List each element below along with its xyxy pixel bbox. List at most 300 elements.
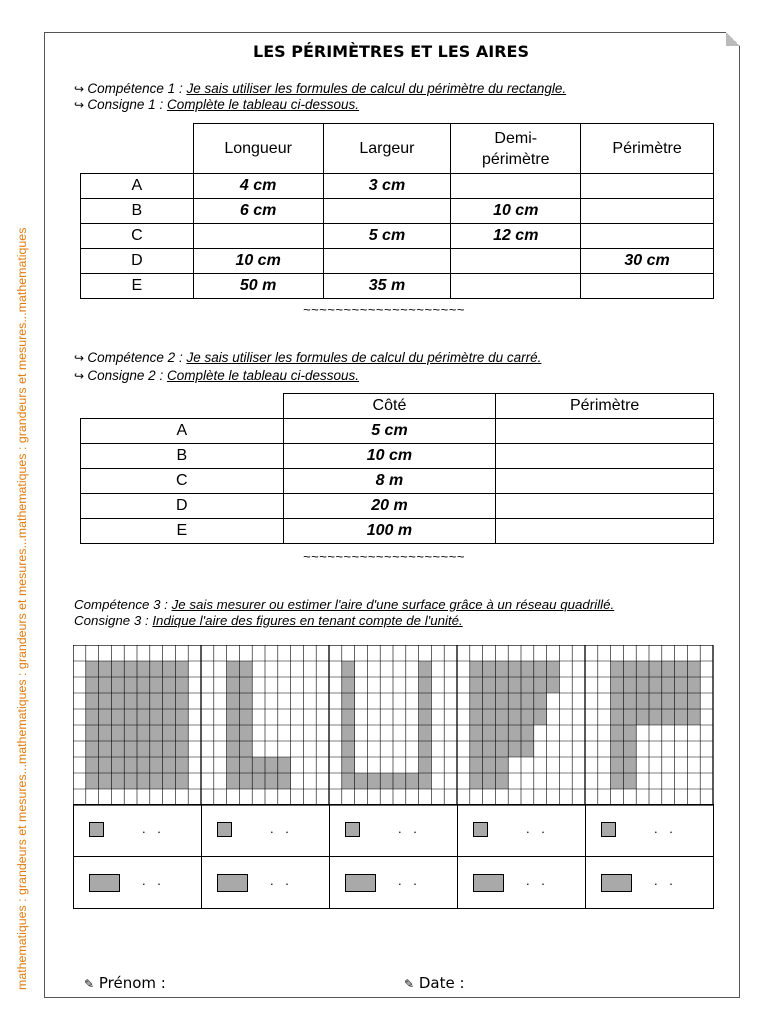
- grid-shaded-cell: [86, 741, 99, 757]
- consigne-2-text: Complète le tableau ci-dessous.: [166, 368, 360, 383]
- column-header: Périmètre: [496, 394, 714, 419]
- grid-shaded-cell: [419, 725, 432, 741]
- grid-shaded-cell: [252, 773, 265, 789]
- table-cell: 3 cm: [323, 174, 451, 199]
- grid-shaded-cell: [521, 725, 534, 741]
- answer-cell[interactable]: [329, 804, 457, 856]
- grid-shaded-cell: [521, 677, 534, 693]
- grid-shaded-cell: [649, 661, 662, 677]
- grid-shaded-cell: [521, 693, 534, 709]
- grid-shaded-cell: [239, 677, 252, 693]
- grid-shaded-cell: [111, 661, 124, 677]
- table-cell: 30 cm: [581, 249, 714, 274]
- grid-shaded-cell: [278, 757, 291, 773]
- grid-shaded-cell: [342, 725, 355, 741]
- rectangle-table: [80, 123, 714, 299]
- answer-dots: . .: [526, 873, 549, 888]
- grid-shaded-cell: [227, 661, 240, 677]
- answer-cell[interactable]: [73, 804, 201, 856]
- competence-3-label: Compétence 3 :: [74, 597, 172, 612]
- table-cell[interactable]: [581, 199, 714, 224]
- grid-shaded-cell: [175, 725, 188, 741]
- grid-shaded-cell: [111, 709, 124, 725]
- table-cell[interactable]: [496, 469, 714, 494]
- grid-shaded-cell: [470, 693, 483, 709]
- grid-shaded-cell: [470, 773, 483, 789]
- unit-rectangle-icon: [473, 874, 504, 892]
- squared-grid: [73, 645, 714, 806]
- grid-shaded-cell: [623, 725, 636, 741]
- grid-shaded-cell: [521, 741, 534, 757]
- arrow-icon: ↪: [74, 98, 88, 112]
- grid-shaded-cell: [687, 709, 700, 725]
- grid-shaded-cell: [175, 709, 188, 725]
- date-label: Date :: [418, 974, 465, 992]
- grid-shaded-cell: [99, 677, 112, 693]
- grid-shaded-cell: [175, 677, 188, 693]
- answer-cell[interactable]: [457, 804, 585, 856]
- grid-shaded-cell: [611, 693, 624, 709]
- grid-shaded-cell: [342, 757, 355, 773]
- grid-shaded-cell: [227, 757, 240, 773]
- table-row: [81, 224, 714, 249]
- grid-shaded-cell: [611, 757, 624, 773]
- answer-cell[interactable]: [201, 856, 329, 908]
- consigne-1-text: Complète le tableau ci-dessous.: [166, 97, 360, 112]
- grid-shaded-cell: [239, 773, 252, 789]
- grid-shaded-cell: [163, 677, 176, 693]
- table-cell: 10 cm: [193, 249, 323, 274]
- table-row: [81, 494, 714, 519]
- row-label: E: [81, 519, 284, 544]
- table-row: [81, 469, 714, 494]
- grid-shaded-cell: [239, 709, 252, 725]
- grid-shaded-cell: [495, 709, 508, 725]
- grid-shaded-cell: [227, 693, 240, 709]
- grid-shaded-cell: [419, 741, 432, 757]
- grid-shaded-cell: [419, 693, 432, 709]
- grid-shaded-cell: [163, 709, 176, 725]
- grid-shaded-cell: [611, 741, 624, 757]
- page-title: LES PÉRIMÈTRES ET LES AIRES: [253, 42, 529, 61]
- table-cell[interactable]: [581, 224, 714, 249]
- grid-shaded-cell: [649, 677, 662, 693]
- grid-shaded-cell: [419, 757, 432, 773]
- table-cell: 50 m: [193, 274, 323, 299]
- grid-shaded-cell: [239, 725, 252, 741]
- table-cell[interactable]: [581, 174, 714, 199]
- grid-shaded-cell: [227, 709, 240, 725]
- grid-shaded-cell: [124, 757, 137, 773]
- grid-shaded-cell: [252, 757, 265, 773]
- answer-dots: . .: [142, 873, 165, 888]
- answer-dots: . .: [654, 821, 677, 836]
- grid-shaded-cell: [508, 677, 521, 693]
- table-cell[interactable]: [496, 444, 714, 469]
- grid-shaded-cell: [508, 741, 521, 757]
- grid-shaded-cell: [111, 773, 124, 789]
- grid-shaded-cell: [636, 693, 649, 709]
- answer-dots: . .: [398, 873, 421, 888]
- grid-shaded-cell: [124, 709, 137, 725]
- grid-shaded-cell: [265, 773, 278, 789]
- grid-shaded-cell: [636, 661, 649, 677]
- answer-cell[interactable]: [457, 856, 585, 908]
- grid-shaded-cell: [163, 741, 176, 757]
- competence-2: [74, 350, 541, 365]
- grid-shaded-cell: [342, 741, 355, 757]
- grid-shaded-cell: [470, 741, 483, 757]
- grid-shaded-cell: [111, 741, 124, 757]
- grid-shaded-cell: [99, 661, 112, 677]
- grid-shaded-cell: [99, 741, 112, 757]
- answer-cell[interactable]: [201, 804, 329, 856]
- table-cell: 10 cm: [451, 199, 581, 224]
- grid-shaded-cell: [137, 741, 150, 757]
- column-header: Largeur: [323, 124, 451, 174]
- grid-shaded-cell: [342, 677, 355, 693]
- grid-shaded-cell: [99, 693, 112, 709]
- grid-shaded-cell: [636, 677, 649, 693]
- grid-shaded-cell: [662, 677, 675, 693]
- grid-shaded-cell: [111, 757, 124, 773]
- row-label: D: [81, 249, 194, 274]
- consigne-3-label: Consigne 3 :: [74, 613, 153, 628]
- grid-shaded-cell: [342, 709, 355, 725]
- grid-shaded-cell: [99, 725, 112, 741]
- answer-cell[interactable]: [329, 856, 457, 908]
- answer-dots: . .: [270, 873, 293, 888]
- grid-shaded-cell: [86, 757, 99, 773]
- column-header: Demi- périmètre: [451, 124, 581, 174]
- table-cell[interactable]: [581, 274, 714, 299]
- grid-shaded-cell: [86, 725, 99, 741]
- grid-shaded-cell: [99, 757, 112, 773]
- grid-shaded-cell: [623, 757, 636, 773]
- grid-shaded-cell: [649, 693, 662, 709]
- grid-shaded-cell: [150, 693, 163, 709]
- table-cell: 35 m: [323, 274, 451, 299]
- column-header: Périmètre: [581, 124, 714, 174]
- grid-shaded-cell: [687, 677, 700, 693]
- grid-shaded-cell: [419, 709, 432, 725]
- grid-shaded-cell: [137, 709, 150, 725]
- table-cell: 20 m: [283, 494, 496, 519]
- table-cell: 12 cm: [451, 224, 581, 249]
- table-cell: 5 cm: [283, 419, 496, 444]
- grid-shaded-cell: [623, 741, 636, 757]
- table-cell: 10 cm: [283, 444, 496, 469]
- consigne-1: [74, 97, 359, 112]
- grid-shaded-cell: [470, 757, 483, 773]
- grid-shaded-cell: [175, 693, 188, 709]
- grid-shaded-cell: [623, 677, 636, 693]
- grid-shaded-cell: [111, 677, 124, 693]
- grid-shaded-cell: [227, 741, 240, 757]
- arrow-icon: ↪: [74, 351, 88, 365]
- grid-shaded-cell: [495, 677, 508, 693]
- grid-shaded-cell: [495, 661, 508, 677]
- answer-dots: . .: [526, 821, 549, 836]
- grid-shaded-cell: [239, 757, 252, 773]
- unit-square-icon: [89, 822, 104, 837]
- row-label: E: [81, 274, 194, 299]
- grid-shaded-cell: [124, 773, 137, 789]
- answer-border: [713, 804, 714, 908]
- grid-shaded-cell: [86, 773, 99, 789]
- competence-2-text: Je sais utiliser les formules de calcul du périmètre du carré.: [186, 350, 542, 365]
- grid-shaded-cell: [483, 677, 496, 693]
- answer-dots: . .: [398, 821, 421, 836]
- table-row: [81, 519, 714, 544]
- table-cell[interactable]: [451, 274, 581, 299]
- grid-shaded-cell: [521, 709, 534, 725]
- header-empty: [81, 124, 194, 174]
- grid-shaded-cell: [150, 757, 163, 773]
- unit-rectangle-icon: [89, 874, 120, 892]
- row-label: C: [81, 469, 284, 494]
- grid-shaded-cell: [483, 773, 496, 789]
- grid-shaded-cell: [99, 709, 112, 725]
- grid-shaded-cell: [150, 773, 163, 789]
- grid-shaded-cell: [227, 677, 240, 693]
- grid-shaded-cell: [419, 661, 432, 677]
- table-cell: 100 m: [283, 519, 496, 544]
- answer-cell[interactable]: [73, 856, 201, 908]
- grid-shaded-cell: [521, 661, 534, 677]
- grid-shaded-cell: [636, 709, 649, 725]
- grid-shaded-cell: [611, 773, 624, 789]
- header-empty: [81, 394, 284, 419]
- grid-shaded-cell: [675, 709, 688, 725]
- answer-cell[interactable]: [585, 804, 713, 856]
- grid-shaded-cell: [124, 741, 137, 757]
- grid-shaded-cell: [495, 741, 508, 757]
- answer-cell[interactable]: [585, 856, 713, 908]
- answer-dots: . .: [654, 873, 677, 888]
- table-row: [81, 199, 714, 224]
- date-field[interactable]: [404, 974, 465, 992]
- grid-shaded-cell: [534, 693, 547, 709]
- grid-shaded-cell: [483, 661, 496, 677]
- competence-3: [74, 597, 614, 612]
- grid-shaded-cell: [687, 693, 700, 709]
- grid-shaded-cell: [611, 725, 624, 741]
- grid-shaded-cell: [111, 693, 124, 709]
- grid-shaded-cell: [163, 757, 176, 773]
- grid-shaded-cell: [470, 661, 483, 677]
- grid-shaded-cell: [534, 709, 547, 725]
- grid-shaded-cell: [227, 725, 240, 741]
- grid-shaded-cell: [687, 661, 700, 677]
- grid-shaded-cell: [163, 661, 176, 677]
- grid-shaded-cell: [406, 773, 419, 789]
- grid-shaded-cell: [150, 677, 163, 693]
- grid-shaded-cell: [495, 725, 508, 741]
- table-cell[interactable]: [193, 224, 323, 249]
- table-row: [81, 274, 714, 299]
- table-row: [81, 444, 714, 469]
- grid-shaded-cell: [419, 773, 432, 789]
- competence-2-label: Compétence 2 :: [87, 350, 187, 365]
- separator-1: ~~~~~~~~~~~~~~~~~~~~: [303, 302, 465, 317]
- unit-rectangle-icon: [345, 874, 376, 892]
- row-label: B: [81, 444, 284, 469]
- answer-dots: . .: [270, 821, 293, 836]
- grid-shaded-cell: [137, 725, 150, 741]
- grid-shaded-cell: [483, 741, 496, 757]
- grid-shaded-cell: [495, 773, 508, 789]
- answer-border: [73, 908, 714, 909]
- pin-icon: ✎: [84, 977, 95, 991]
- grid-shaded-cell: [419, 677, 432, 693]
- grid-shaded-cell: [137, 677, 150, 693]
- grid-shaded-cell: [662, 661, 675, 677]
- table-cell: 4 cm: [193, 174, 323, 199]
- row-label: D: [81, 494, 284, 519]
- table-cell[interactable]: [451, 249, 581, 274]
- row-label: A: [81, 419, 284, 444]
- grid-shaded-cell: [239, 741, 252, 757]
- grid-shaded-cell: [342, 693, 355, 709]
- grid-shaded-cell: [150, 709, 163, 725]
- column-header: Longueur: [193, 124, 323, 174]
- table-row: [81, 174, 714, 199]
- grid-shaded-cell: [239, 661, 252, 677]
- grid-shaded-cell: [470, 709, 483, 725]
- grid-shaded-cell: [175, 741, 188, 757]
- grid-shaded-cell: [483, 725, 496, 741]
- grid-shaded-cell: [483, 709, 496, 725]
- column-header: Côté: [283, 394, 496, 419]
- prenom-field[interactable]: [84, 974, 166, 992]
- unit-square-icon: [473, 822, 488, 837]
- grid-shaded-cell: [175, 661, 188, 677]
- grid-shaded-cell: [86, 661, 99, 677]
- grid-shaded-cell: [623, 693, 636, 709]
- grid-shaded-cell: [150, 661, 163, 677]
- grid-shaded-cell: [508, 709, 521, 725]
- table-cell: 5 cm: [323, 224, 451, 249]
- grid-shaded-cell: [623, 773, 636, 789]
- grid-shaded-cell: [495, 757, 508, 773]
- competence-3-text: Je sais mesurer ou estimer l'aire d'une surface grâce à un réseau quadrillé.: [171, 597, 615, 612]
- answer-boxes: [73, 804, 713, 908]
- grid-shaded-cell: [150, 741, 163, 757]
- table-cell[interactable]: [496, 419, 714, 444]
- grid-shaded-cell: [163, 693, 176, 709]
- grid-shaded-cell: [611, 709, 624, 725]
- table-row: [81, 249, 714, 274]
- grid-shaded-cell: [137, 757, 150, 773]
- unit-rectangle-icon: [217, 874, 248, 892]
- row-label: A: [81, 174, 194, 199]
- consigne-3: [74, 613, 463, 628]
- grid-shaded-cell: [367, 773, 380, 789]
- grid-shaded-cell: [124, 661, 137, 677]
- grid-shaded-cell: [662, 709, 675, 725]
- table-cell[interactable]: [323, 249, 451, 274]
- grid-shaded-cell: [111, 725, 124, 741]
- grid-shaded-cell: [227, 773, 240, 789]
- grid-shaded-cell: [393, 773, 406, 789]
- grid-shaded-cell: [342, 773, 355, 789]
- pin-icon: ✎: [404, 977, 415, 991]
- competence-1-label: Compétence 1 :: [87, 81, 187, 96]
- consigne-1-label: Consigne 1 :: [87, 97, 167, 112]
- consigne-2: [74, 368, 359, 383]
- table-cell[interactable]: [496, 494, 714, 519]
- grid-shaded-cell: [137, 773, 150, 789]
- grid-shaded-cell: [150, 725, 163, 741]
- grid-shaded-cell: [470, 725, 483, 741]
- grid-shaded-cell: [380, 773, 393, 789]
- grid-shaded-cell: [547, 677, 560, 693]
- grid-shaded-cell: [86, 693, 99, 709]
- grid-shaded-cell: [623, 709, 636, 725]
- arrow-icon: ↪: [74, 82, 88, 96]
- grid-shaded-cell: [675, 693, 688, 709]
- table-row: [81, 419, 714, 444]
- grid-shaded-cell: [175, 757, 188, 773]
- consigne-3-text: Indique l'aire des figures en tenant compte de l'unité.: [152, 613, 463, 628]
- grid-shaded-cell: [508, 693, 521, 709]
- grid-shaded-cell: [124, 677, 137, 693]
- table-cell[interactable]: [496, 519, 714, 544]
- grid-shaded-cell: [534, 661, 547, 677]
- unit-rectangle-icon: [601, 874, 632, 892]
- answer-dots: . .: [142, 821, 165, 836]
- competence-1-text: Je sais utiliser les formules de calcul du périmètre du rectangle.: [186, 81, 567, 96]
- square-table: [80, 393, 714, 544]
- grid-shaded-cell: [611, 661, 624, 677]
- grid-shaded-cell: [265, 757, 278, 773]
- grid-shaded-cell: [611, 677, 624, 693]
- table-cell[interactable]: [323, 199, 451, 224]
- row-label: C: [81, 224, 194, 249]
- grid-shaded-cell: [355, 773, 368, 789]
- side-banner: mathematiques : grandeurs et mesures...mathematiques : grandeurs et mesures...mathematiques : grandeurs et mesures...mathematiques: [15, 227, 29, 990]
- grid-shaded-cell: [547, 661, 560, 677]
- grid-shaded-cell: [99, 773, 112, 789]
- grid-shaded-cell: [470, 677, 483, 693]
- grid-shaded-cell: [495, 693, 508, 709]
- table-cell: 6 cm: [193, 199, 323, 224]
- grid-shaded-cell: [483, 757, 496, 773]
- grid-shaded-cell: [124, 725, 137, 741]
- unit-square-icon: [601, 822, 616, 837]
- arrow-icon: ↪: [74, 369, 88, 383]
- table-cell[interactable]: [451, 174, 581, 199]
- grid-shaded-cell: [508, 725, 521, 741]
- grid-shaded-cell: [163, 725, 176, 741]
- grid-shaded-cell: [534, 677, 547, 693]
- row-label: B: [81, 199, 194, 224]
- grid-shaded-cell: [508, 661, 521, 677]
- consigne-2-label: Consigne 2 :: [87, 368, 167, 383]
- grid-shaded-cell: [662, 693, 675, 709]
- unit-square-icon: [345, 822, 360, 837]
- grid-shaded-cell: [137, 661, 150, 677]
- grid-shaded-cell: [163, 773, 176, 789]
- grid-shaded-cell: [86, 677, 99, 693]
- grid-shaded-cell: [124, 693, 137, 709]
- grid-shaded-cell: [649, 709, 662, 725]
- grid-shaded-cell: [623, 661, 636, 677]
- grid-shaded-cell: [675, 661, 688, 677]
- grid-shaded-cell: [675, 677, 688, 693]
- grid-shaded-cell: [483, 693, 496, 709]
